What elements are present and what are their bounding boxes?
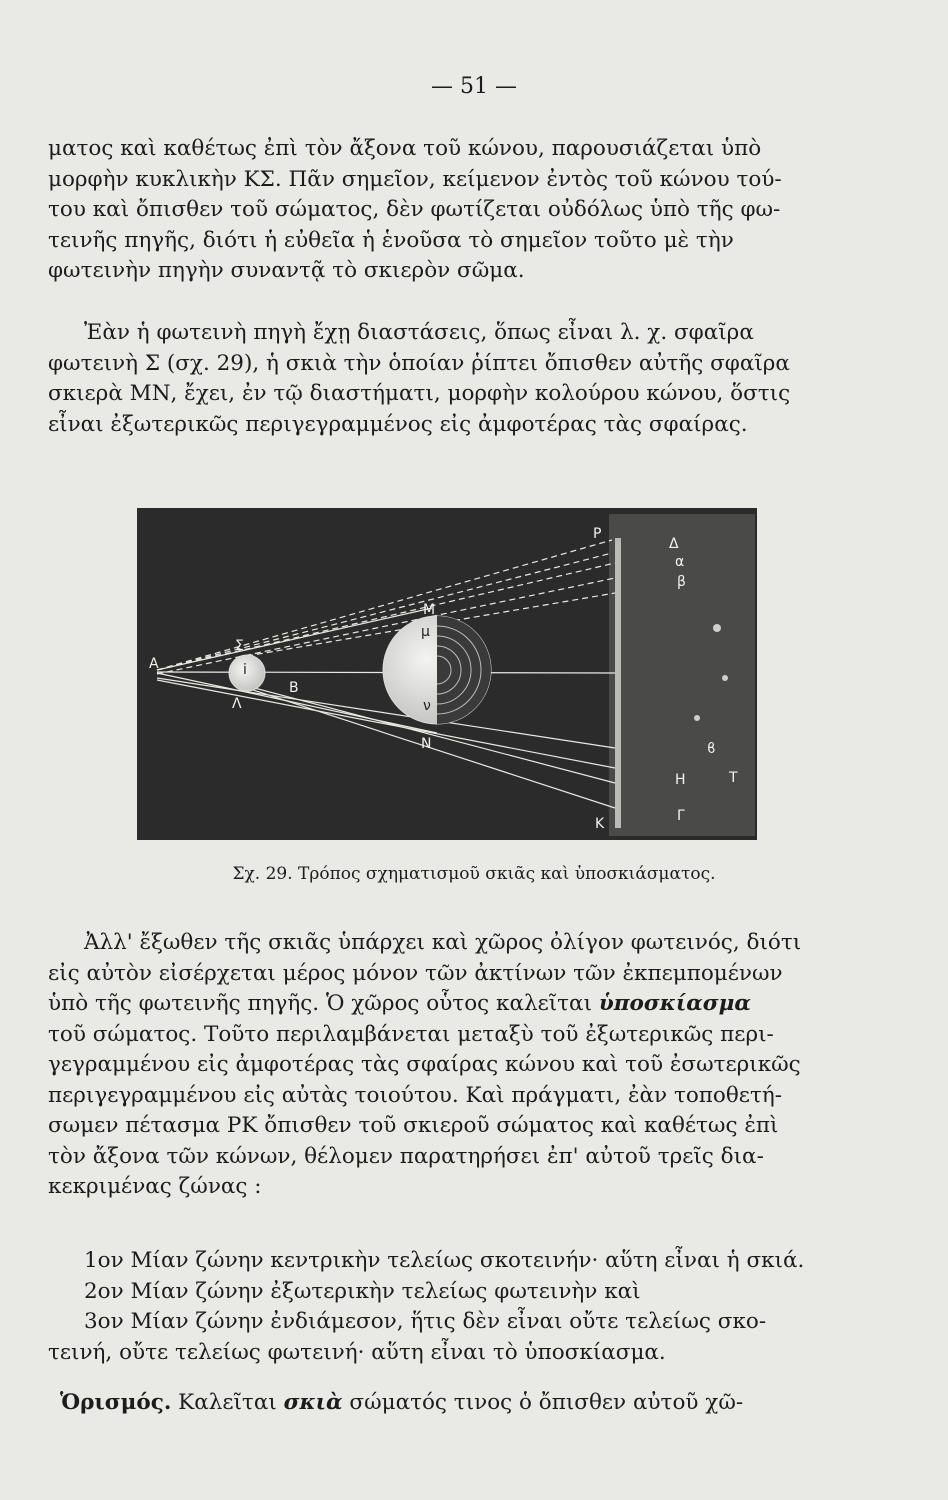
zones-list bbox=[48, 1246, 858, 1368]
label-alpha: α bbox=[675, 554, 685, 570]
label-K: Κ bbox=[595, 816, 605, 832]
label-mu: μ bbox=[421, 624, 430, 640]
zone-item-continued: τεινή, οὔτε τελείως φωτεινή· αὕτη εἶναι τὸ ὑποσκίασμα. bbox=[48, 1339, 666, 1365]
text-line: τεινῆς πηγῆς, διότι ἡ εὐθεῖα ἡ ἑνοῦσα τὸ σημεῖον τοῦτο μὲ τὴν bbox=[48, 227, 734, 253]
text-line: τοῦ σώματος. Τοῦτο περιλαμβάνεται μεταξὺ τοῦ ἐξωτερικῶς περι- bbox=[48, 1021, 774, 1047]
text-line-with-term bbox=[48, 989, 858, 1020]
zone-item: 3ον Μίαν ζώνην ἐνδιάμεσον, ἥτις δὲν εἶναι οὔτε τελείως σκο- bbox=[84, 1309, 767, 1334]
label-b-lower: ϐ bbox=[707, 741, 716, 757]
paragraph-1 bbox=[48, 134, 858, 287]
light-source-sphere bbox=[229, 655, 265, 691]
paragraph-2 bbox=[48, 318, 858, 440]
label-H: Η bbox=[675, 772, 686, 788]
text-line: σωμεν πέτασμα ΡΚ ὄπισθεν τοῦ σκιεροῦ σώματος καὶ καθέτως ἐπὶ bbox=[48, 1113, 779, 1138]
term-penumbra: ὑποσκίασμα bbox=[598, 991, 751, 1016]
text-line: σκιερὰ ΜΝ, ἔχει, ἐν τῷ διαστήματι, μορφὴν κολούρου κώνου, ὅστις bbox=[48, 381, 791, 406]
shadow-diagram-svg bbox=[137, 508, 757, 840]
definition-text-before: Καλεῖται bbox=[178, 1390, 277, 1415]
zone-item: 1ον Μίαν ζώνην κεντρικὴν τελείως σκοτεινήν· αὕτη εἶναι ἡ σκιά. bbox=[84, 1248, 805, 1273]
text-line: μορφὴν κυκλικὴν ΚΣ. Πᾶν σημεῖον, κείμενον ἐντὸς τοῦ κώνου τού- bbox=[48, 166, 782, 192]
label-N: Ν bbox=[421, 736, 432, 752]
text-line: Ἀλλ' ἔξωθεν τῆς σκιᾶς ὑπάρχει καὶ χῶρος ὀλίγον φωτεινός, διότι bbox=[84, 930, 802, 955]
text-line: κεκριμένας ζώνας : bbox=[48, 1174, 262, 1199]
figure-caption: Σχ. 29. Τρόπος σχηματισμοῦ σκιᾶς καὶ ὑποσκιάσματος. bbox=[232, 864, 716, 884]
text-line: φωτεινὴν πηγὴν συναντᾷ τὸ σκιερὸν σῶμα. bbox=[48, 258, 525, 283]
definition-term: Ὁρισμός. bbox=[60, 1390, 172, 1415]
page-number: — 51 — bbox=[431, 74, 517, 99]
text-line: Ἐὰν ἡ φωτεινὴ πηγὴ ἔχῃ διαστάσεις, ὅπως εἶναι λ. χ. σφαῖρα bbox=[84, 320, 754, 345]
definition-line bbox=[60, 1388, 860, 1419]
shadow-diagram bbox=[137, 508, 757, 840]
label-P: Ρ bbox=[593, 526, 602, 542]
label-Gamma: Γ bbox=[677, 808, 685, 824]
text-line: ὑπὸ τῆς φωτεινῆς πηγῆς. Ὁ χῶρος οὗτος καλεῖται bbox=[48, 991, 593, 1016]
label-Delta: Δ bbox=[669, 536, 679, 552]
label-i: i bbox=[243, 662, 247, 678]
label-B: Β bbox=[289, 680, 299, 696]
text-line: του καὶ ὄπισθεν τοῦ σώματος, δὲν φωτίζεται οὐδόλως ὑπὸ τῆς φω- bbox=[48, 197, 781, 222]
label-M: Μ bbox=[423, 602, 436, 618]
label-A: Α bbox=[149, 656, 159, 672]
label-sigma: Σ bbox=[235, 638, 244, 654]
paragraph-3 bbox=[48, 928, 858, 1203]
text-line: εἰς αὐτὸν εἰσέρχεται μέρος μόνον τῶν ἀκτίνων τῶν ἐκπεμπομένων bbox=[48, 960, 783, 986]
label-beta: β bbox=[677, 574, 686, 590]
text-line: γεγραμμένου εἰς ἀμφοτέρας τὰς σφαίρας κώνου καὶ τοῦ ἐσωτερικῶς bbox=[48, 1052, 801, 1077]
label-T: Τ bbox=[729, 770, 738, 786]
definition-keyword: σκιὰ bbox=[283, 1390, 343, 1415]
label-lambda: Λ bbox=[232, 696, 242, 712]
text-line: φωτεινὴ Σ (σχ. 29), ἡ σκιὰ τὴν ὁποίαν ῥίπτει ὄπισθεν αὐτῆς σφαῖρα bbox=[48, 350, 790, 376]
text-line: εἶναι ἐξωτερικῶς περιγεγραμμένος εἰς ἀμφοτέρας τὰς σφαίρας. bbox=[48, 411, 748, 437]
text-line: τὸν ἄξονα τῶν κώνων, θέλομεν παρατηρήσει ἐπ' αὐτοῦ τρεῖς δια- bbox=[48, 1143, 764, 1169]
label-nu: ν bbox=[423, 698, 431, 714]
text-line: περιγεγραμμένου εἰς αὐτὰς τοιούτου. Καὶ πράγματι, ἐὰν τοποθετή- bbox=[48, 1082, 782, 1108]
zone-item: 2ον Μίαν ζώνην ἐξωτερικὴν τελείως φωτεινὴν καὶ bbox=[84, 1278, 641, 1304]
definition-text-after: σώματός τινος ὁ ὄπισθεν αὐτοῦ χῶ- bbox=[349, 1390, 744, 1415]
text-line: ματος καὶ καθέτως ἐπὶ τὸν ἄξονα τοῦ κώνου, παρουσιάζεται ὑπὸ bbox=[48, 136, 762, 161]
